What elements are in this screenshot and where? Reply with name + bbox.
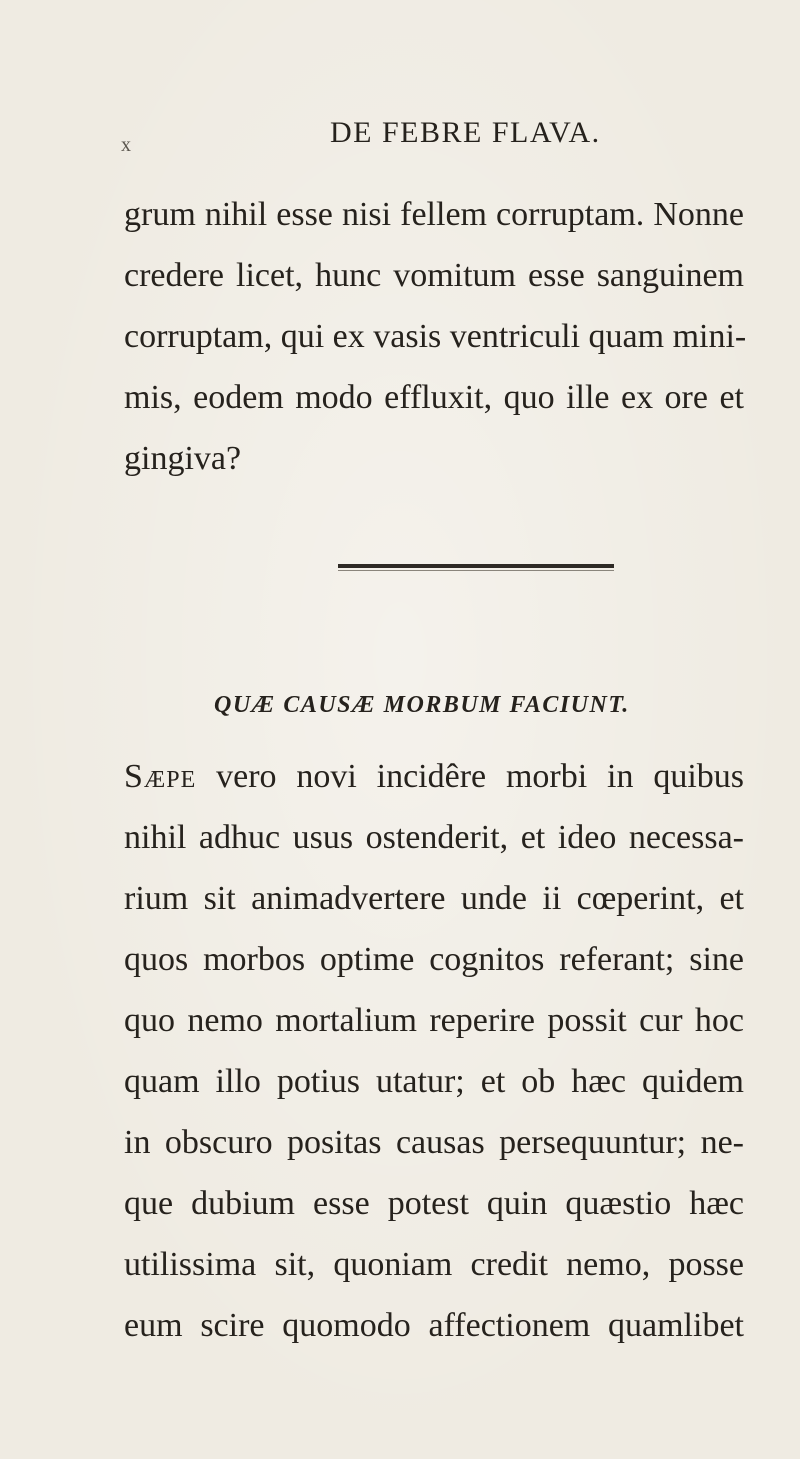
first-line-rest: vero novi incidêre morbi in quibus	[196, 758, 744, 795]
page-number: x	[121, 134, 131, 156]
text-line: rium sit animadvertere unde ii cœperint, et	[124, 880, 744, 917]
text-line: que dubium esse potest quin quæstio hæc	[124, 1185, 744, 1222]
text-line: nihil adhuc usus ostenderit, et ideo necessa-	[124, 819, 744, 856]
text-line: quo nemo mortalium reperire possit cur hoc	[124, 1002, 744, 1039]
section-divider-rule	[338, 564, 614, 568]
text-line: quos morbos optime cognitos referant; sine	[124, 941, 744, 978]
text-line: credere licet, hunc vomitum esse sanguinem	[124, 257, 744, 294]
text-line: eum scire quomodo affectionem quamlibet	[124, 1307, 744, 1344]
text-line: grum nihil esse nisi fellem corruptam. Nonne	[124, 196, 744, 233]
text-line: utilissima sit, quoniam credit nemo, posse	[124, 1246, 744, 1283]
paragraph-continued	[124, 184, 747, 489]
text-line: quam illo potius utatur; et ob hæc quidem	[124, 1063, 744, 1100]
text-line-first	[124, 746, 744, 807]
text-line: in obscuro positas causas persequuntur; ne-	[124, 1124, 744, 1161]
section-heading: QUÆ CAUSÆ MORBUM FACIUNT.	[214, 692, 630, 718]
text-line: gingiva?	[124, 440, 242, 477]
text-line: mis, eodem modo effluxit, quo ille ex ore et	[124, 379, 744, 416]
text-line: corruptam, qui ex vasis ventriculi quam mini-	[124, 318, 747, 355]
opening-word: Sæpe	[124, 758, 197, 795]
running-title: DE FEBRE FLAVA.	[330, 116, 601, 149]
paragraph-section	[124, 746, 744, 1356]
